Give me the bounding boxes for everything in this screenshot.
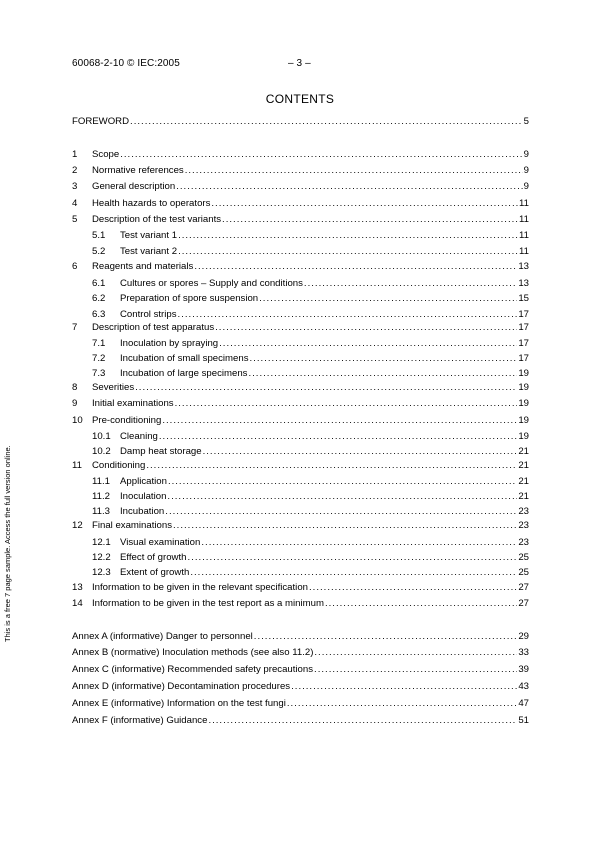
sample-notice: This is a free 7 page sample. Access the full version online.: [3, 445, 12, 642]
toc-entry-number: 6.3: [92, 309, 106, 320]
toc-entry[interactable]: [72, 245, 529, 259]
toc-entry-number: 11: [72, 460, 82, 471]
toc-entry-title: Cultures or spores – Supply and conditions: [120, 278, 303, 289]
toc-entry-title: Annex D (informative) Decontamination procedures: [72, 681, 291, 692]
page-title: CONTENTS: [265, 92, 335, 106]
toc-leader-dots: [201, 536, 517, 550]
toc-entry[interactable]: [72, 115, 529, 129]
toc-leader-dots: [190, 566, 517, 580]
toc-entry[interactable]: [72, 337, 529, 351]
toc-entry-page: 29: [518, 631, 529, 642]
toc-entry-page: 9: [523, 181, 529, 192]
toc-entry[interactable]: [72, 566, 529, 580]
toc-entry-page: 11: [519, 214, 529, 225]
toc-entry-number: 6.1: [92, 278, 106, 289]
toc-entry-title: FOREWORD: [72, 116, 130, 127]
toc-entry-number: 13: [72, 582, 83, 593]
toc-entry-number: 9: [72, 398, 78, 409]
toc-entry-page: 11: [519, 230, 529, 241]
toc-leader-dots: [176, 180, 522, 194]
toc-entry-number: 5.2: [92, 246, 106, 257]
toc-entry-title: Annex B (normative) Inoculation methods (see also 11.2): [72, 647, 314, 658]
toc-entry[interactable]: [72, 148, 529, 162]
toc-entry[interactable]: [72, 414, 529, 428]
toc-entry[interactable]: [72, 663, 529, 677]
toc-entry-number: 4: [72, 198, 78, 209]
toc-entry-number: 10: [72, 415, 83, 426]
toc-entry-page: 17: [518, 309, 529, 320]
toc-entry-title: Cleaning: [120, 431, 158, 442]
toc-entry-page: 19: [518, 431, 529, 442]
toc-leader-dots: [314, 663, 517, 677]
toc-entry[interactable]: [72, 551, 529, 565]
toc-leader-dots: [291, 680, 517, 694]
toc-leader-dots: [185, 164, 523, 178]
toc-entry[interactable]: [72, 367, 529, 381]
toc-entry-title: Conditioning: [92, 460, 146, 471]
toc-leader-dots: [215, 321, 517, 335]
toc-entry[interactable]: [72, 680, 529, 694]
toc-entry[interactable]: [72, 646, 529, 660]
document-id: 60068-2-10 © IEC:2005: [72, 58, 180, 69]
toc-entry-title: Damp heat storage: [120, 446, 202, 457]
toc-entry-number: 7.1: [92, 338, 106, 349]
toc-entry-title: Annex E (informative) Information on the test fungi: [72, 698, 286, 709]
toc-entry[interactable]: [72, 490, 529, 504]
toc-entry-title: Incubation: [120, 506, 165, 517]
toc-entry[interactable]: [72, 321, 529, 335]
toc-leader-dots: [146, 459, 517, 473]
toc-entry-title: Health hazards to operators: [92, 198, 211, 209]
toc-entry-number: 7: [72, 322, 78, 333]
toc-entry-title: Test variant 2: [120, 246, 178, 257]
toc-leader-dots: [254, 630, 518, 644]
toc-entry[interactable]: [72, 381, 529, 395]
toc-entry-number: 12.1: [92, 537, 111, 548]
toc-leader-dots: [248, 367, 517, 381]
toc-entry-page: 25: [518, 552, 529, 563]
toc-entry-number: 7.3: [92, 368, 106, 379]
toc-entry-title: Visual examination: [120, 537, 201, 548]
toc-entry-title: Inoculation by spraying: [120, 338, 219, 349]
toc-entry[interactable]: [72, 213, 529, 227]
toc-leader-dots: [211, 197, 518, 211]
toc-entry[interactable]: [72, 352, 529, 366]
toc-leader-dots: [178, 308, 518, 322]
toc-leader-dots: [167, 490, 517, 504]
toc-entry-number: 11.1: [92, 476, 110, 487]
toc-entry-page: 17: [518, 353, 529, 364]
toc-entry-number: 8: [72, 382, 78, 393]
toc-entry-title: Effect of growth: [120, 552, 187, 563]
toc-entry-page: 19: [518, 368, 529, 379]
toc-entry-page: 23: [518, 506, 529, 517]
toc-entry-page: 27: [518, 582, 529, 593]
toc-entry-number: 5: [72, 214, 78, 225]
toc-leader-dots: [314, 646, 517, 660]
toc-entry[interactable]: [72, 597, 529, 611]
toc-leader-dots: [178, 229, 518, 243]
toc-entry-number: 12: [72, 520, 83, 531]
toc-entry-number: 10.2: [92, 446, 111, 457]
toc-entry-page: 23: [518, 520, 529, 531]
toc-entry[interactable]: [72, 459, 529, 473]
toc-entry[interactable]: [72, 536, 529, 550]
toc-entry-page: 11: [519, 246, 529, 257]
toc-entry[interactable]: [72, 292, 529, 306]
toc-entry-title: Inoculation: [120, 491, 167, 502]
toc-entry-title: Test variant 1: [120, 230, 178, 241]
toc-entry-title: Final examinations: [92, 520, 172, 531]
toc-entry-page: 33: [518, 647, 529, 658]
toc-entry-title: Pre-conditioning: [92, 415, 162, 426]
toc-entry-page: 21: [518, 446, 529, 457]
toc-leader-dots: [175, 397, 518, 411]
toc-entry-page: 43: [518, 681, 529, 692]
toc-entry-title: Severities: [92, 382, 135, 393]
toc-entry[interactable]: [72, 445, 529, 459]
toc-entry-page: 21: [518, 460, 529, 471]
toc-entry-page: 15: [518, 293, 529, 304]
toc-entry-page: 23: [518, 537, 529, 548]
toc-entry-number: 5.1: [92, 230, 106, 241]
toc-entry-page: 13: [518, 278, 529, 289]
toc-entry-page: 47: [518, 698, 529, 709]
toc-entry-page: 13: [518, 261, 529, 272]
toc-entry-title: Incubation of small specimens: [120, 353, 249, 364]
toc-entry[interactable]: [72, 180, 529, 194]
toc-entry[interactable]: [72, 197, 529, 211]
toc-entry[interactable]: [72, 260, 529, 274]
toc-leader-dots: [178, 245, 518, 259]
toc-leader-dots: [120, 148, 522, 162]
page-number: – 3 –: [288, 58, 311, 69]
toc-entry[interactable]: [72, 308, 529, 322]
toc-entry-title: General description: [92, 181, 176, 192]
toc-leader-dots: [250, 352, 518, 366]
toc-entry-number: 11.2: [92, 491, 110, 502]
toc-entry-title: Control strips: [120, 309, 177, 320]
toc-entry-page: 51: [518, 715, 529, 726]
toc-leader-dots: [219, 337, 517, 351]
toc-entry-number: 1: [72, 149, 78, 160]
toc-entry-page: 11: [519, 198, 529, 209]
toc-entry-number: 12.3: [92, 567, 111, 578]
toc-entry[interactable]: [72, 397, 529, 411]
toc-entry-page: 19: [518, 398, 529, 409]
toc-entry-number: 6: [72, 261, 78, 272]
toc-entry-title: Scope: [92, 149, 120, 160]
toc-entry-number: 6.2: [92, 293, 106, 304]
toc-leader-dots: [159, 430, 517, 444]
toc-entry-number: 3: [72, 181, 78, 192]
toc-entry[interactable]: [72, 430, 529, 444]
toc-entry-title: Annex C (informative) Recommended safety precautions: [72, 664, 314, 675]
toc-entry-page: 39: [518, 664, 529, 675]
toc-leader-dots: [259, 292, 517, 306]
toc-entry-title: Normative references: [92, 165, 184, 176]
toc-entry-title: Annex F (informative) Guidance: [72, 715, 208, 726]
toc-leader-dots: [325, 597, 517, 611]
toc-entry[interactable]: [72, 630, 529, 644]
toc-entry-number: 11.3: [92, 506, 110, 517]
toc-leader-dots: [287, 697, 517, 711]
toc-entry-number: 14: [72, 598, 83, 609]
toc-entry-page: 27: [518, 598, 529, 609]
toc-entry-page: 17: [518, 338, 529, 349]
toc-leader-dots: [135, 381, 517, 395]
toc-entry[interactable]: [72, 697, 529, 711]
toc-entry-title: Initial examinations: [92, 398, 174, 409]
toc-leader-dots: [162, 414, 517, 428]
toc-leader-dots: [168, 475, 517, 489]
toc-entry-title: Annex A (informative) Danger to personnel: [72, 631, 253, 642]
toc-entry-page: 9: [523, 165, 529, 176]
toc-leader-dots: [208, 714, 517, 728]
toc-leader-dots: [309, 581, 517, 595]
toc-entry-title: Description of test apparatus: [92, 322, 215, 333]
toc-entry[interactable]: [72, 277, 529, 291]
toc-entry-number: 7.2: [92, 353, 106, 364]
toc-entry-title: Description of the test variants: [92, 214, 222, 225]
toc-entry[interactable]: [72, 475, 529, 489]
toc-entry-title: Information to be given in the test report as a minimum: [92, 598, 324, 609]
toc-entry[interactable]: [72, 519, 529, 533]
toc-entry-page: 17: [518, 322, 529, 333]
toc-entry[interactable]: [72, 164, 529, 178]
toc-entry-page: 25: [518, 567, 529, 578]
toc-leader-dots: [194, 260, 517, 274]
toc-entry-page: 21: [518, 491, 529, 502]
toc-entry-page: 19: [518, 382, 529, 393]
toc-entry-title: Application: [120, 476, 167, 487]
toc-entry-title: Reagents and materials: [92, 261, 194, 272]
toc-entry[interactable]: [72, 505, 529, 519]
toc-entry-number: 10.1: [92, 431, 111, 442]
toc-entry-page: 19: [518, 415, 529, 426]
toc-entry-page: 9: [523, 149, 529, 160]
toc-entry-title: Preparation of spore suspension: [120, 293, 259, 304]
toc-entry-page: 21: [518, 476, 529, 487]
toc-leader-dots: [173, 519, 517, 533]
toc-entry-title: Extent of growth: [120, 567, 190, 578]
toc-entry-title: Information to be given in the relevant specification: [92, 582, 308, 593]
toc-entry[interactable]: [72, 714, 529, 728]
toc-leader-dots: [130, 115, 523, 129]
toc-entry[interactable]: [72, 229, 529, 243]
toc-entry-title: Incubation of large specimens: [120, 368, 248, 379]
toc-entry-number: 12.2: [92, 552, 111, 563]
toc-leader-dots: [304, 277, 517, 291]
toc-entry-number: 2: [72, 165, 78, 176]
toc-entry-page: 5: [523, 116, 529, 127]
toc-leader-dots: [165, 505, 517, 519]
toc-entry[interactable]: [72, 581, 529, 595]
toc-leader-dots: [203, 445, 518, 459]
toc-leader-dots: [187, 551, 517, 565]
toc-leader-dots: [222, 213, 518, 227]
